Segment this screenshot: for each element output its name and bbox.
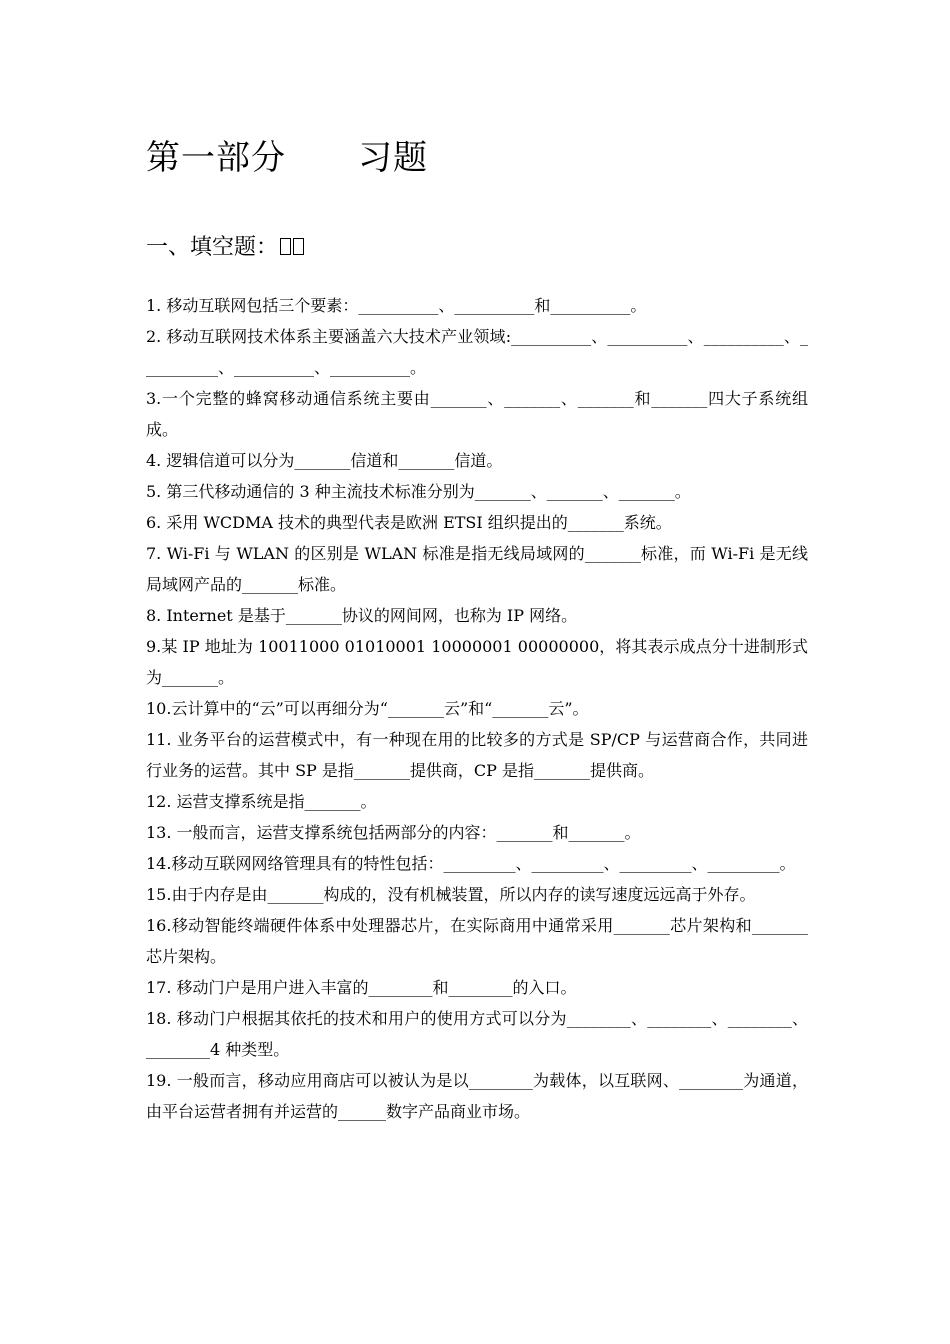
- question-item: 7. Wi-Fi 与 WLAN 的区别是 WLAN 标准是指无线局域网的_______标准，而 Wi-Fi 是无线局域网产品的_______标准。: [146, 544, 808, 594]
- question-item: 2. 移动互联网技术体系主要涵盖六大技术产业领域:__________、__________、__________、__________、__________、__________。: [146, 327, 808, 377]
- part-title-right: 习题: [358, 138, 428, 178]
- question-item: 3.一个完整的蜂窝移动通信系统主要由_______、_______、_______和_______四大子系统组成。: [146, 389, 808, 439]
- question-item: 9.某 IP 地址为 10011000 01010001 10000001 00000000，将其表示成点分十进制形式为_______。: [146, 637, 808, 687]
- missing-glyph-group: [280, 228, 306, 268]
- missing-glyph-icon: [280, 238, 291, 255]
- part-title-left: 第一部分: [146, 138, 286, 178]
- question-item: 16.移动智能终端硬件体系中处理器芯片，在实际商用中通常采用_______芯片架构和_______芯片架构。: [146, 916, 808, 966]
- question-item: 17. 移动门户是用户进入丰富的________和________的入口。: [146, 978, 577, 997]
- question-item: 12. 运营支撑系统是指_______。: [146, 792, 377, 811]
- question-item: 10.云计算中的“云”可以再细分为“_______云”和“_______云”。: [146, 699, 589, 718]
- question-item: 18. 移动门户根据其依托的技术和用户的使用方式可以分为________、________、________、________4 种类型。: [146, 1009, 808, 1059]
- question-item: 11. 业务平台的运营模式中，有一种现在用的比较多的方式是 SP/CP 与运营商合作，共同进行业务的运营。其中 SP 是指_______提供商，CP 是指_______提供商。: [146, 730, 808, 780]
- question-item: 14.移动互联网网络管理具有的特性包括：_________、_________、_________、_________。: [146, 854, 796, 873]
- question-item: 1. 移动互联网包括三个要素：__________、__________和__________。: [146, 296, 647, 315]
- section-title-text: 一、填空题：: [146, 235, 279, 260]
- question-item: 8. Internet 是基于_______协议的网间网，也称为 IP 网络。: [146, 606, 578, 625]
- question-list: [146, 290, 808, 1127]
- question-item: 13. 一般而言，运营支撑系统包括两部分的内容：_______和_______。: [146, 823, 641, 842]
- question-item: 19. 一般而言，移动应用商店可以被认为是以________为载体，以互联网、________为通道，由平台运营者拥有并运营的______数字产品商业市场。: [146, 1071, 808, 1121]
- part-title: [146, 130, 808, 186]
- section-title: [146, 228, 808, 268]
- document-page: [146, 130, 808, 1127]
- missing-glyph-icon: [293, 238, 304, 255]
- question-item: 4. 逻辑信道可以分为_______信道和_______信道。: [146, 451, 503, 470]
- question-item: 6. 采用 WCDMA 技术的典型代表是欧洲 ETSI 组织提出的_______系统。: [146, 513, 672, 532]
- question-item: 5. 第三代移动通信的 3 种主流技术标准分别为_______、_______、_______。: [146, 482, 691, 501]
- question-item: 15.由于内存是由_______构成的，没有机械装置，所以内存的读写速度远远高于外存。: [146, 885, 756, 904]
